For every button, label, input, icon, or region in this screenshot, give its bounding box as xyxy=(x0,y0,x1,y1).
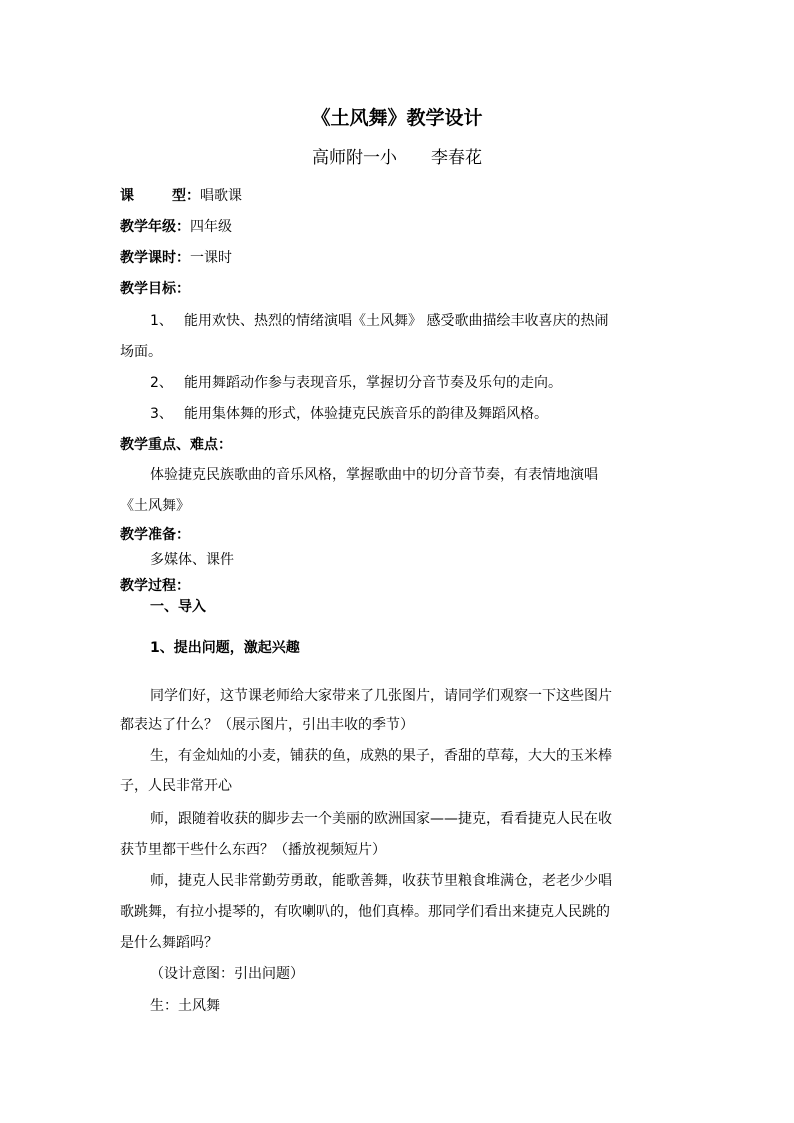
goal-text: 能用集体舞的形式，体验捷克民族音乐的韵律及舞蹈风格。 xyxy=(184,406,548,422)
period-row xyxy=(120,248,232,268)
key-points-text-cont: 《土风舞》 xyxy=(120,498,190,514)
design-note: （设计意图：引出问题） xyxy=(150,966,304,982)
paragraph-1-cont: 都表达了什么？（展示图片，引出丰收的季节） xyxy=(120,717,414,733)
key-points-heading: 教学重点、难点： xyxy=(120,437,232,453)
lesson-type-label-b: 型： xyxy=(172,188,200,204)
goal-number: 3、 xyxy=(150,406,173,422)
author-school: 高师附一小 xyxy=(312,148,397,168)
grade-label: 教学年级： xyxy=(120,219,190,235)
goal-item-1 xyxy=(150,311,608,331)
lesson-type-value: 唱歌课 xyxy=(200,188,242,204)
paragraph-3: 师，跟随着收获的脚步去一个美丽的欧洲国家——捷克，看看捷克人民在收 xyxy=(150,811,612,827)
grade-value: 四年级 xyxy=(190,219,232,235)
goal-item-3 xyxy=(150,404,548,424)
paragraph-2: 生，有金灿灿的小麦，铺获的鱼，成熟的果子，香甜的草莓，大大的玉米棒 xyxy=(150,748,612,764)
paragraph-2-cont: 子，人民非常开心 xyxy=(120,778,232,794)
student-answer: 生：土风舞 xyxy=(150,998,220,1014)
goal-item-2 xyxy=(150,373,562,393)
goals-heading: 教学目标： xyxy=(120,281,190,297)
goal-text: 能用舞蹈动作参与表现音乐，掌握切分音节奏及乐句的走向。 xyxy=(184,375,562,391)
grade-row xyxy=(120,217,232,237)
process-heading: 教学过程： xyxy=(120,578,190,594)
lesson-type-label-a: 课 xyxy=(120,188,134,204)
preparation-heading: 教学准备： xyxy=(120,527,190,543)
key-points-text: 体验捷克民族歌曲的音乐风格，掌握歌曲中的切分音节奏，有表情地演唱 xyxy=(150,467,598,483)
paragraph-4-cont: 歌跳舞，有拉小提琴的，有吹喇叭的，他们真棒。那同学们看出来捷克人民跳的 xyxy=(120,904,610,920)
author-name: 李春花 xyxy=(431,148,482,168)
lesson-type-row xyxy=(120,186,242,206)
goal-number: 1、 xyxy=(150,313,173,329)
section-intro-heading: 一、导入 xyxy=(150,599,206,615)
goal-item-1-cont: 场面。 xyxy=(120,344,162,360)
subsection-heading: 1、提出问题，激起兴趣 xyxy=(150,640,300,656)
period-value: 一课时 xyxy=(190,250,232,266)
preparation-text: 多媒体、课件 xyxy=(150,552,234,568)
paragraph-4-cont-2: 是什么舞蹈吗？ xyxy=(120,935,218,951)
document-title: 《土风舞》教学设计 xyxy=(311,107,483,129)
paragraph-1: 同学们好，这节课老师给大家带来了几张图片，请同学们观察一下这些图片 xyxy=(150,688,612,704)
paragraph-3-cont: 获节里都干些什么东西？（播放视频短片） xyxy=(120,842,386,858)
period-label: 教学课时： xyxy=(120,250,190,266)
goal-number: 2、 xyxy=(150,375,173,391)
goal-text: 能用欢快、热烈的情绪演唱《土风舞》 感受歌曲描绘丰收喜庆的热闹 xyxy=(184,313,609,329)
paragraph-4: 师，捷克人民非常勤劳勇敢，能歌善舞，收获节里粮食堆满仓，老老少少唱 xyxy=(150,873,612,889)
author-line xyxy=(0,145,794,171)
